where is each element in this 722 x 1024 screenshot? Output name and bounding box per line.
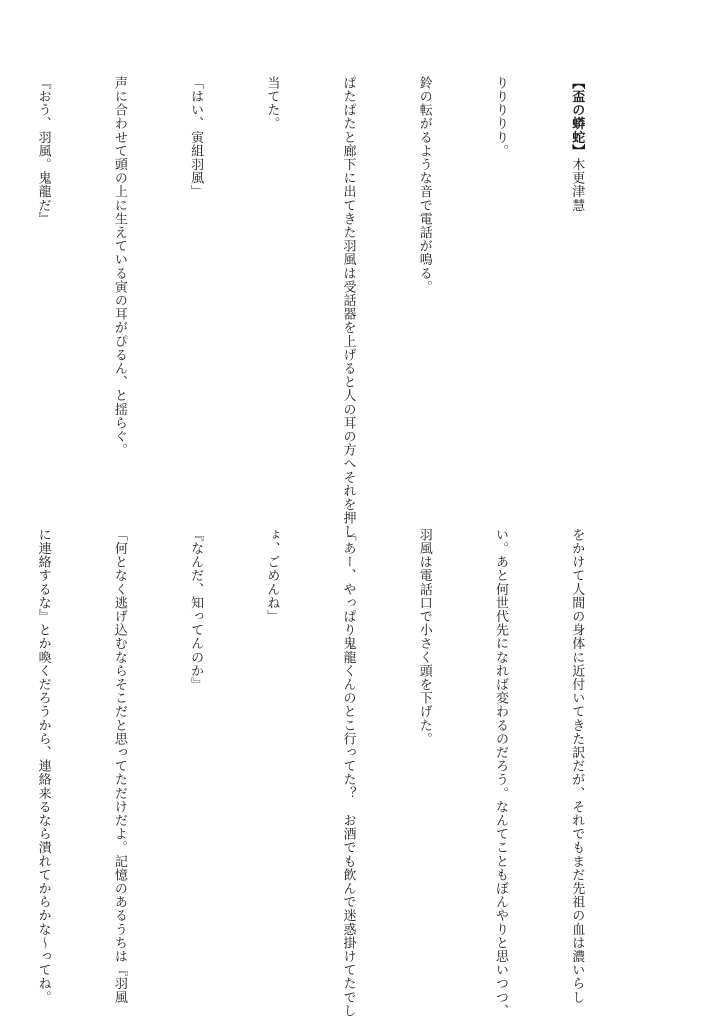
text-line: ょ、ごめんね」 [264,528,280,624]
author-name: 木更津慧 [569,157,585,213]
text-line: 「はい、寅組羽風」 [188,76,204,199]
text-line: 羽風は電話口で小さく頭を下げた。 [416,528,432,746]
text-line: りりりりり。 [492,76,508,158]
text-line: 『おう、羽風。鬼龍だ』 [35,76,51,226]
text-line: をかけて人間の身体に近付いてきた訳だが、それでもまだ先祖の血は濃いらし [569,528,585,1004]
text-line: に連絡するな』とか喚くだろうから、連絡来るなら潰れてからかな〜ってね。 [35,528,51,1004]
text-line: 鈴の転がるような音で電話が鳴る。 [416,76,432,294]
text-line: 「何となく逃げ込むならそこだと思ってただけだよ。記憶のあるうちは『羽風 [111,528,127,1004]
text-line: ぱたぱたと廊下に出てきた羽風は受話器を上げると人の耳の方へそれを押し [340,76,356,539]
text-line: い。あと何世代先になれば変わるのだろう。なんてこともぼんやりと思いつつ、 [492,528,508,1018]
text-line: 声に合わせて頭の上に生えている寅の耳がぴるん、と揺らぐ。 [111,76,127,457]
text-line: 「あー、やっぱり鬼龍くんのとこ行ってた？ お酒でも飲んで迷惑掛けてたでし [340,528,356,1018]
text-line: 当てた。 [264,76,280,131]
story-title: 【盃の蟒蛇】 [569,76,585,158]
text-line: 『なんだ、知ってんのか』 [188,528,204,692]
lower-text-block [0,528,640,1018]
upper-text-block [0,76,640,539]
title-line [564,76,589,508]
